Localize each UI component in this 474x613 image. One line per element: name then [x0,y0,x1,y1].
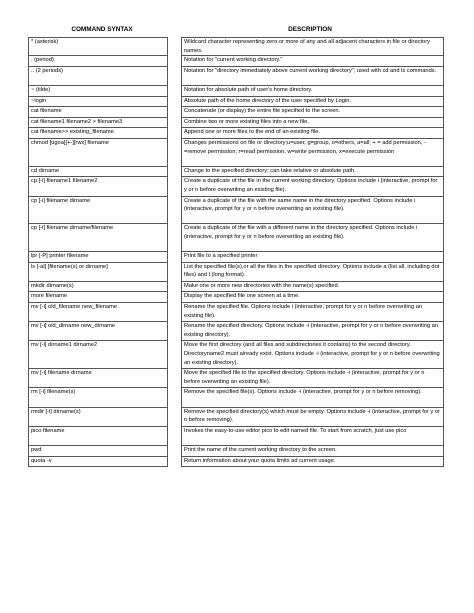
command-syntax-cell: cat filename>> existing_filename [28,128,168,139]
table-row [28,197,444,225]
command-syntax-cell: pico filename [28,427,168,446]
command-syntax-cell: ls [-al] [filename(s) or dirname] [28,263,168,282]
description-cell: Notation for absolute path of user's home directory. [181,86,444,97]
command-syntax-cell: cp [-i] filename1 filename2 [28,177,168,196]
description-cell: Rename the specified file. Options include i (interactive, prompt for y or n before overwriting an existing file). [181,303,444,322]
command-syntax-cell: lpr [-P] printer filename [28,252,168,263]
description-cell: Move the first directory (and all files and subdirectories it contains) to the second directory. Directoryname2 must already exist. Options include -i (interactive, prompt for y or n before overwriting an existing directory). [181,341,444,369]
description-cell: Remove the specified file(s). Options include -i (interactive, prompt for y or n before removing). [181,388,444,407]
table-row [28,128,444,139]
description-cell: Change to the specified directory; can take relative or absolute path. [181,167,444,178]
description-cell: Invokes the easy-to-use editor pico to edit named file. To start from scratch, just use pico [181,427,444,446]
description-cell: Display the specified file one screen at a time. [181,292,444,303]
description-cell: Create a duplicate of the file in the current working directory. Options include i (interactive, prompt for y or n before overwriting an existing file). [181,177,444,196]
table-header [28,23,444,37]
description-cell: Print file to a specified printer [181,252,444,263]
table-row [28,177,444,196]
command-syntax-cell: cd dirname [28,167,168,178]
description-cell: Wildcard character representing zero or more of any and all adjacent characters in file or directory names. [181,37,444,56]
description-cell: Make one or more new directories with the name(s) specified. [181,282,444,293]
table-row [28,56,444,67]
command-syntax-cell: * (asterisk) [28,37,168,56]
table-row [28,427,444,446]
description-cell: Rename the specified directory. Options include -i (interactive, prompt for y or n before overwriting an existing directory). [181,322,444,341]
description-cell: List the specified file(s),or all the files in the specified directory. Options include a (list all, including dot files) and l (long format). [181,263,444,282]
command-syntax-cell: .. (2 periods) [28,67,168,86]
command-syntax-cell: rmdir [-i] dirname(s) [28,408,168,427]
command-syntax-cell: rm [-i] filename(s) [28,388,168,407]
table-row [28,167,444,178]
command-syntax-cell: cat filename1 filename2 > filename3 [28,118,168,129]
command-syntax-cell: mkdir dirname(s) [28,282,168,293]
description-cell: Return information about your quota limits ad current usage. [181,457,444,468]
description-heading: DESCRIPTION [288,26,332,33]
command-syntax-cell: mv [-i] old_dirname new_dirname [28,322,168,341]
table-row [28,118,444,129]
description-cell: Move the specified file to the specified directory. Options include -i (interactive, prompt for y or n before overwriting an existing file). [181,369,444,388]
command-syntax-cell: ~ (tilde) [28,86,168,97]
table-row [28,107,444,118]
command-syntax-cell: cp [-i] filename dirname [28,197,168,225]
command-syntax-cell: mv [-i] filename dirname [28,369,168,388]
command-syntax-cell: cp [-i] filename dirname/filename [28,224,168,252]
table-row [28,263,444,282]
command-syntax-cell: . (period) [28,56,168,67]
description-cell: Remove the specified directory(s) which must be empty. Options include -i (interactive, prompt for y or n before removing). [181,408,444,427]
table-body [28,37,444,467]
description-cell: Changes permissions on file or directory;u=user, g=group, o=others, a=all; + = add permission, -=remove permission; r=read permission, w=write permission, x=execute permission [181,139,444,167]
description-cell: Append one or more files to the end of an existing file. [181,128,444,139]
table-row [28,341,444,369]
table-row [28,86,444,97]
description-cell: Notation for "directory immediately above current working directory"; used with cd and ls commands. [181,67,444,86]
command-syntax-cell: quota -v [28,457,168,468]
command-syntax-cell: more filename [28,292,168,303]
description-cell: Create a duplicate of the file with the same name in the directory specified. Options include i (interactive, prompt for y or n before overwriting an existing file). [181,197,444,225]
description-cell: Absolute path of the home directory of the user specified by Login. [181,97,444,108]
table-row [28,37,444,56]
table-row [28,446,444,457]
table-row [28,388,444,407]
table-row [28,224,444,252]
command-syntax-heading: COMMAND SYNTAX [71,26,133,33]
description-cell: Notation for "current working directory." [181,56,444,67]
table-row [28,282,444,293]
table-row [28,369,444,388]
description-cell: Print the name of the current working directory to the screen. [181,446,444,457]
description-cell: Create a duplicate of the file with a different name in the directory specified. Options include i (interactive, prompt for y or n before overwriting an existing file). [181,224,444,252]
description-cell: Combine two or more existing files into a new file. [181,118,444,129]
table-row [28,139,444,167]
table-row [28,457,444,468]
table-row [28,408,444,427]
command-syntax-cell: chmod [ugoa][+-][rwx] filename [28,139,168,167]
table-row [28,67,444,86]
command-syntax-cell: mv [-i] old_filename new_filename [28,303,168,322]
command-syntax-cell: cat filename [28,107,168,118]
command-table [28,23,444,467]
table-row [28,97,444,108]
command-syntax-cell: pwd [28,446,168,457]
table-row [28,322,444,341]
table-row [28,303,444,322]
description-cell: Concatenate (or display) the entire file specified to the screen. [181,107,444,118]
command-syntax-cell: mv [-i] dirname1 dirname2 [28,341,168,369]
table-row [28,292,444,303]
command-syntax-cell: ~login [28,97,168,108]
table-row [28,252,444,263]
